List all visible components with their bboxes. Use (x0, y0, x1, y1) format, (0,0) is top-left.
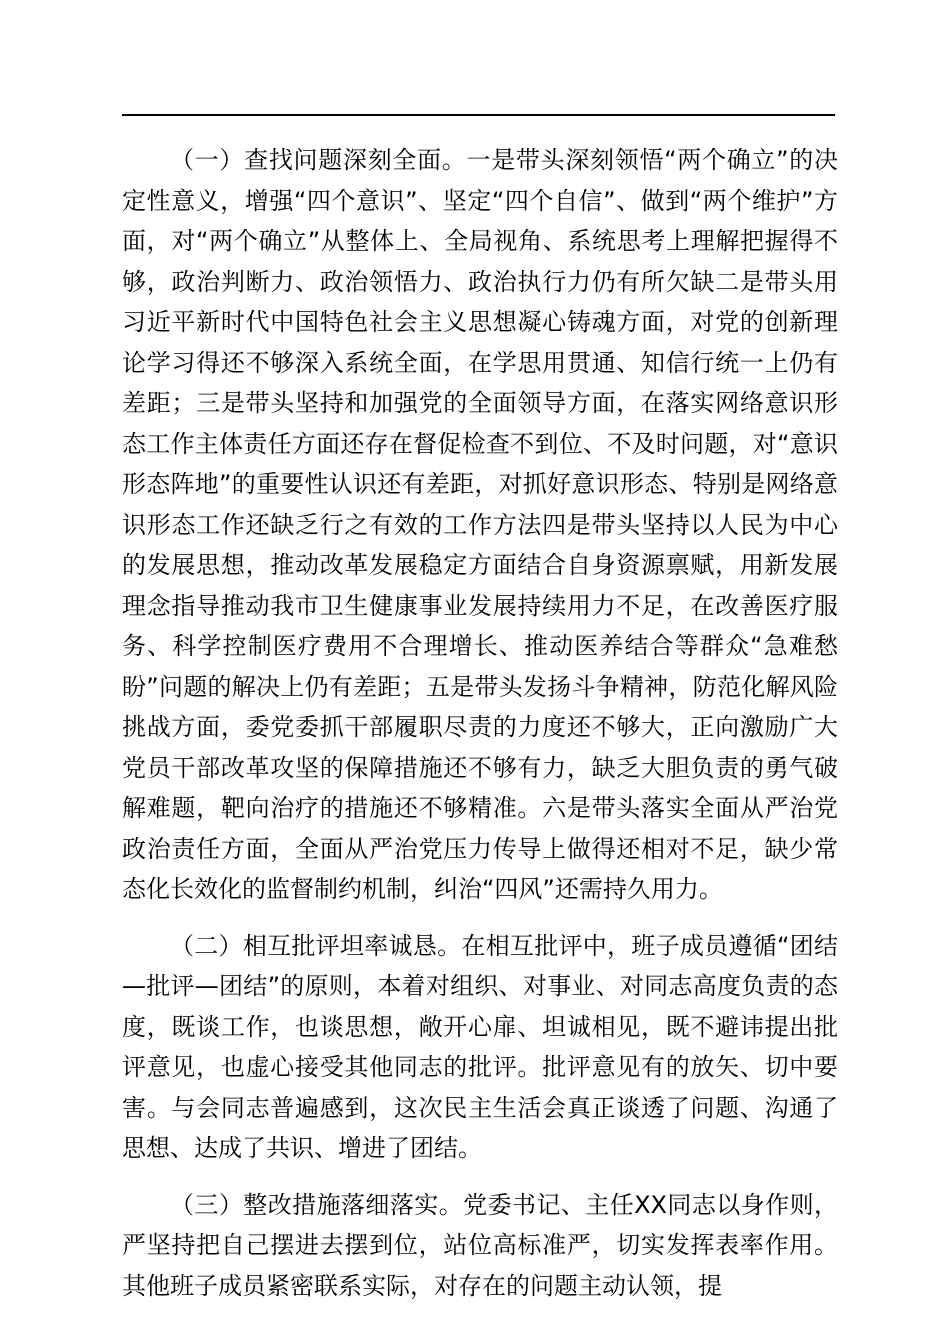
header-rule (122, 114, 835, 116)
paragraph-finding-problems: （一）查找问题深刻全面。一是带头深刻领悟“两个确立”的决定性意义，增强“四个意识”、坚定“四个自信”、做到“两个维护”方面，对“两个确立”从整体上、全局视角、系统思考上理解把握得不够，政治判断力、政治领悟力、政治执行力仍有所欠缺二是带头用习近平新时代中国特色社会主义思想凝心铸魂方面，对党的创新理论学习得还不够深入系统全面，在学思用贯通、知信行统一上仍有差距；三是带头坚持和加强党的全面领导方面，在落实网络意识形态工作主体责任方面还存在督促检查不到位、不及时问题，对“意识形态阵地”的重要性认识还有差距，对抓好意识形态、特别是网络意识形态工作还缺乏行之有效的工作方法四是带头坚持以人民为中心的发展思想，推动改革发展稳定方面结合自身资源禀赋，用新发展理念指导推动我市卫生健康事业发展持续用力不足，在改善医疗服务、科学控制医疗费用不合理增长、推动医养结合等群众“急难愁盼”问题的解决上仍有差距；五是带头发扬斗争精神，防范化解风险挑战方面，委党委抓干部履职尽责的力度还不够大，正向激励广大党员干部改革攻坚的保障措施还不够有力，缺乏大胆负责的勇气破解难题，靶向治疗的措施还不够精准。六是带头落实全面从严治党政治责任方面，全面从严治党压力传导上做得还相对不足，缺少常态化长效化的监督制约机制，纠治“四风”还需持久用力。 (122, 146, 838, 903)
paragraph-mutual-criticism: （二）相互批评坦率诚恳。在相互批评中，班子成员遵循“团结—批评—团结”的原则，本着对组织、对事业、对同志高度负责的态度，既谈工作，也谈思想，敞开心扉、坦诚相见，既不避讳提出批评意见，也虚心接受其他同志的批评。批评意见有的放矢、切中要害。与会同志普遍感到，这次民主生活会真正谈透了问题、沟通了思想、达成了共识、增进了团结。 (122, 931, 838, 1162)
paragraph-rectification-measures: （三）整改措施落细落实。党委书记、主任XX同志以身作则，严坚持把自己摆进去摆到位，站位高标准严，切实发挥表率作用。其他班子成员紧密联系实际，对存在的问题主动认领，提 (122, 1190, 838, 1300)
document-body (122, 140, 838, 1322)
